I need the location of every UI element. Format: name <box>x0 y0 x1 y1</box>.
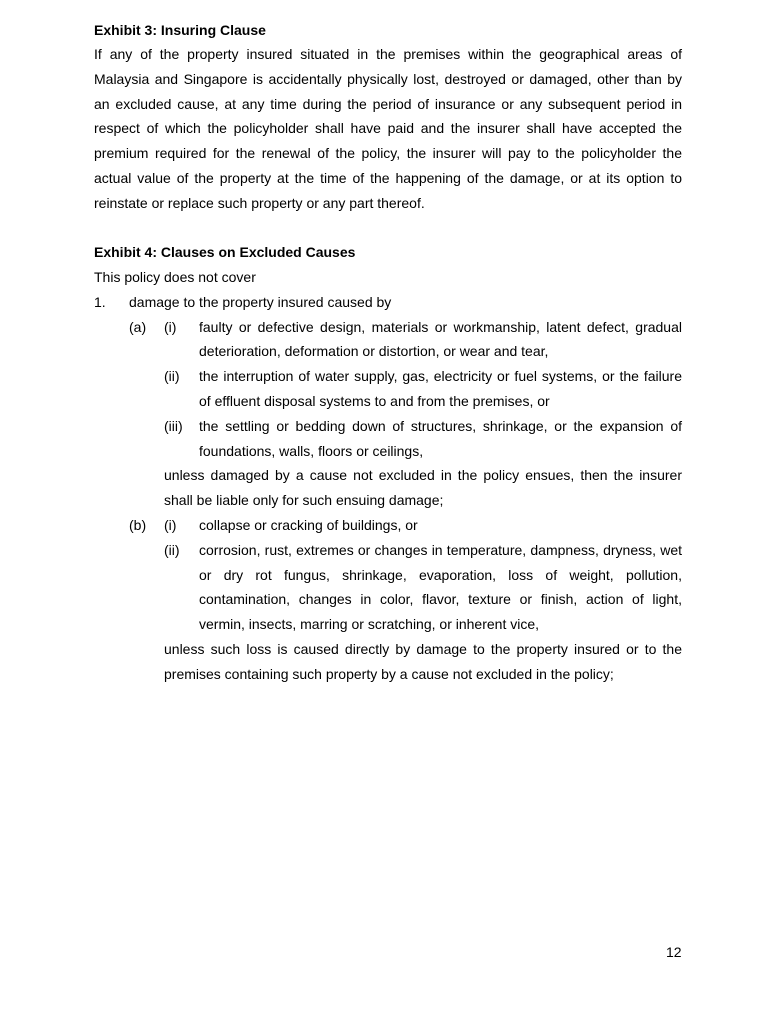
sub-item-a-ii <box>94 364 682 414</box>
exhibit-4-heading: Exhibit 4: Clauses on Excluded Causes <box>94 244 356 260</box>
sub-item-b-ii <box>94 538 682 637</box>
exhibit-4-intro: This policy does not cover <box>94 269 256 285</box>
sub-label-i: (i) <box>164 318 177 335</box>
exhibit-3-section <box>94 20 682 216</box>
list-item-1 <box>94 290 682 315</box>
exhibit-3-heading: Exhibit 3: Insuring Clause <box>94 22 266 38</box>
sub-item-text: the interruption of water supply, gas, electricity or fuel systems, or the failure of effluent disposal systems to and from the premises, or <box>199 368 682 409</box>
sub-item-text: corrosion, rust, extremes or changes in temperature, dampness, dryness, wet or dry rot fungus, shrinkage, evaporation, loss of weight, pollution, contamination, changes in color, flavor, texture or finish, action of light, vermin, insects, marring or scratching, or inherent vice, <box>199 541 682 633</box>
exhibit-4-section <box>94 242 682 687</box>
sub-label-i: (i) <box>164 516 177 533</box>
sub-label-ii: (ii) <box>164 368 180 385</box>
sub-a-unless-clause: unless damaged by a cause not excluded in the policy ensues, then the insurer shall be liable only for such ensuing damage; <box>164 467 682 509</box>
page-number: 12 <box>666 944 682 960</box>
sub-label-b: (b) <box>129 516 147 533</box>
sub-item-b-i <box>94 513 682 538</box>
sub-item-a-iii <box>94 414 682 464</box>
sub-label-a: (a) <box>129 318 147 335</box>
sub-label-iii: (iii) <box>164 417 183 434</box>
list-number: 1. <box>94 293 106 310</box>
list-item-1-text: damage to the property insured caused by <box>129 293 392 310</box>
sub-b-unless-clause: unless such loss is caused directly by damage to the property insured or to the premises containing such property by a cause not excluded in the policy; <box>164 640 682 682</box>
sub-item-text: faulty or defective design, materials or workmanship, latent defect, gradual deterioration, deformation or distortion, or wear and tear, <box>199 318 682 360</box>
sub-label-ii: (ii) <box>164 541 180 558</box>
sub-item-text: the settling or bedding down of structures, shrinkage, or the expansion of foundations, walls, floors or ceilings, <box>199 417 682 459</box>
sub-item-a-i <box>94 315 682 365</box>
exhibit-3-body: If any of the property insured situated in the premises within the geographical areas of Malaysia and Singapore is accidentally physically lost, destroyed or damaged, other than by an excluded cause, at any time during the period of insurance or any subsequent period in respect of which the policyholder shall have paid and the insurer shall have accepted the premium required for the renewal of the policy, the insurer will pay to the policyholder the actual value of the property at the time of the happening of the damage, or at its option to reinstate or replace such property or any part thereof. <box>94 46 682 211</box>
sub-item-text: collapse or cracking of buildings, or <box>199 516 418 533</box>
